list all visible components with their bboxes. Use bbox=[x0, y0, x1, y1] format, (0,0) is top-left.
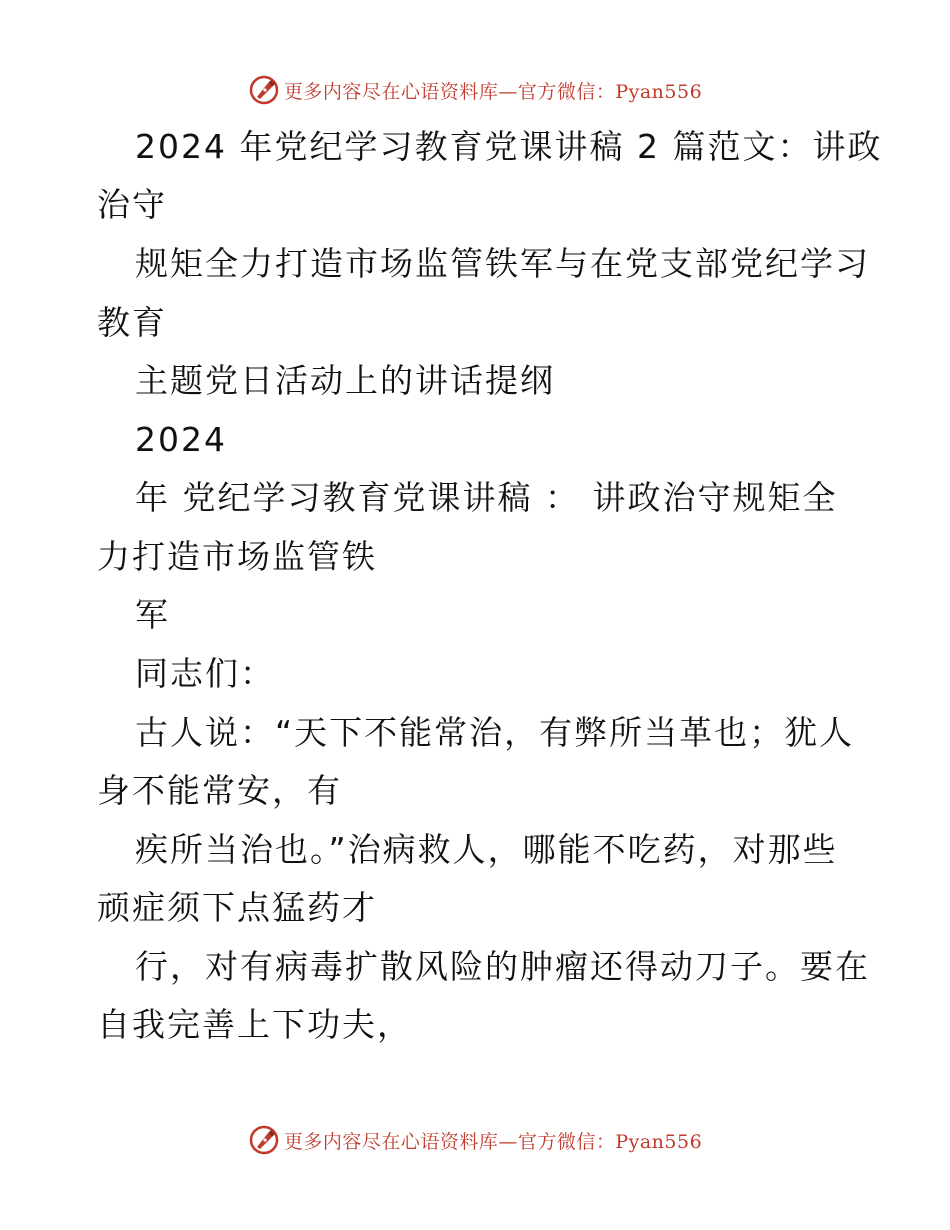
title-line-2: 治守 bbox=[97, 185, 167, 224]
paragraph-line-4: 顽症须下点猛药才 bbox=[97, 888, 377, 927]
pen-nib-logo-icon bbox=[248, 74, 280, 106]
paragraph-line-3: 疾所当治也。”治病救人，哪能不吃药，对那些 bbox=[135, 830, 838, 869]
paragraph-line-1: 古人说：“天下不能常治，有弊所当革也；犹人 bbox=[135, 713, 855, 752]
pen-nib-logo-icon bbox=[248, 1124, 280, 1156]
paragraph-line-2: 身不能常安，有 bbox=[97, 771, 342, 810]
paragraph-line-5: 行，对有病毒扩散风险的肿瘤还得动刀子。要在 bbox=[135, 947, 870, 986]
title-line-3: 规矩全力打造市场监管铁军与在党支部党纪学习 bbox=[135, 244, 870, 283]
subtitle-line-1: 年 党纪学习教育党课讲稿 ： 讲政治守规矩全 bbox=[135, 478, 838, 517]
footer-banner bbox=[0, 1120, 950, 1160]
subtitle-line-2: 力打造市场监管铁 bbox=[97, 537, 377, 576]
subtitle-year: 2024 bbox=[135, 420, 227, 459]
title-line-1: 2024 年党纪学习教育党课讲稿 2 篇范文：讲政 bbox=[135, 127, 883, 166]
paragraph-line-6: 自我完善上下功夫， bbox=[97, 1005, 412, 1044]
subtitle-line-3: 军 bbox=[135, 595, 170, 634]
title-line-4: 教育 bbox=[97, 303, 167, 342]
salutation: 同志们： bbox=[135, 654, 275, 693]
title-line-5: 主题党日活动上的讲话提纲 bbox=[135, 361, 555, 400]
header-banner-text: 更多内容尽在心语资料库—官方微信：Pyan556 bbox=[283, 80, 703, 103]
header-banner bbox=[0, 70, 950, 110]
footer-banner-text: 更多内容尽在心语资料库—官方微信：Pyan556 bbox=[283, 1130, 703, 1153]
